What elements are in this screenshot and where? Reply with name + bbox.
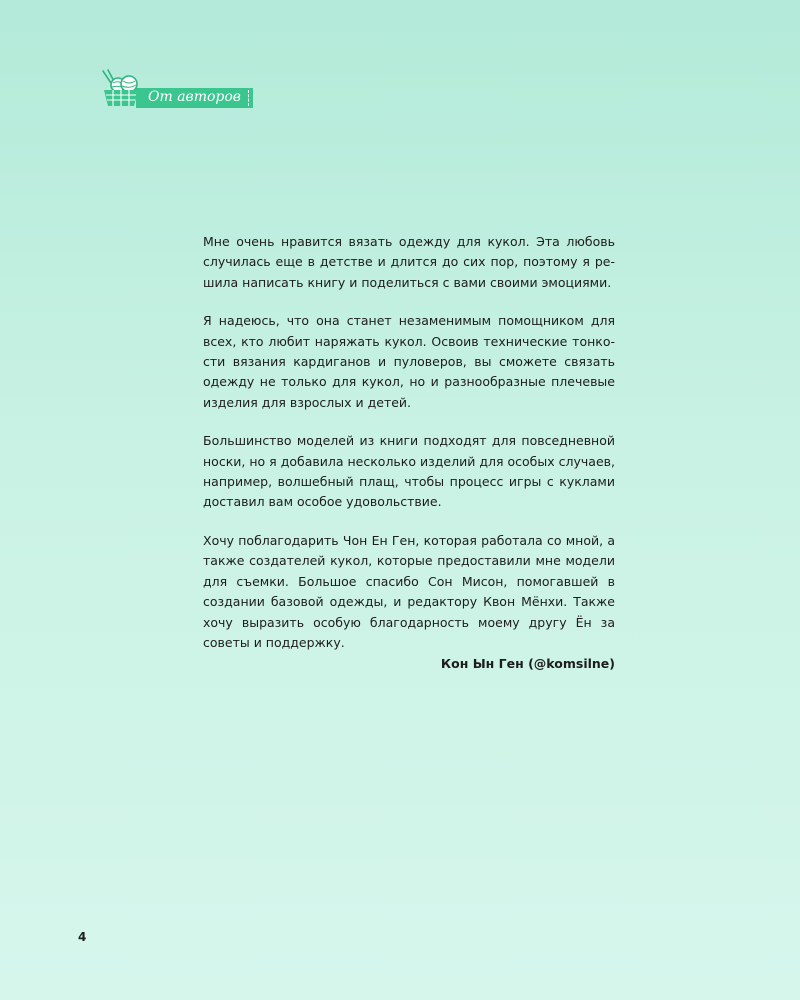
paragraph: Я надеюсь, что она станет незаменимым помощником для всех, кто любит наряжать кукол. Освоив технические тонкости вязания кардиганов и пуловеров, вы сможете связать одежду не только для кукол, но и разнообразные плечевые изделия для взрослых и детей. <box>203 313 615 410</box>
section-title: От авторов <box>148 89 241 105</box>
section-header <box>98 68 258 110</box>
paragraph: Мне очень нравится вязать одежду для кукол. Эта любовь случилась еще в детстве и длится до сих пор, поэтому я решила написать книгу и поделиться с вами своими эмоциями. <box>203 234 615 290</box>
yarn-basket-icon <box>98 68 144 110</box>
section-title-band <box>136 88 253 108</box>
body-text <box>203 232 615 671</box>
author-signature: Кон Ын Ген (@komsilne) <box>440 656 615 671</box>
page-number: 4 <box>78 930 87 944</box>
paragraph: Большинство моделей из книги подходят для повседневной носки, но я добавила несколько изделий для особых случаев, например, волшебный плащ, чтобы процесс игры с куклами доставил вам особое удовольствие. <box>203 433 615 510</box>
paragraph: Хочу поблагодарить Чон Ен Ген, которая работала со мной, а также создателей кукол, которые предоставили мне модели для съемки. Большое спасибо Сон Мисон, помогавшей в создании базовой одежды, и редактору Квон Мёнхи. Также хочу выразить особую благодарность моему другу Ён за советы и поддержку. <box>203 532 615 650</box>
